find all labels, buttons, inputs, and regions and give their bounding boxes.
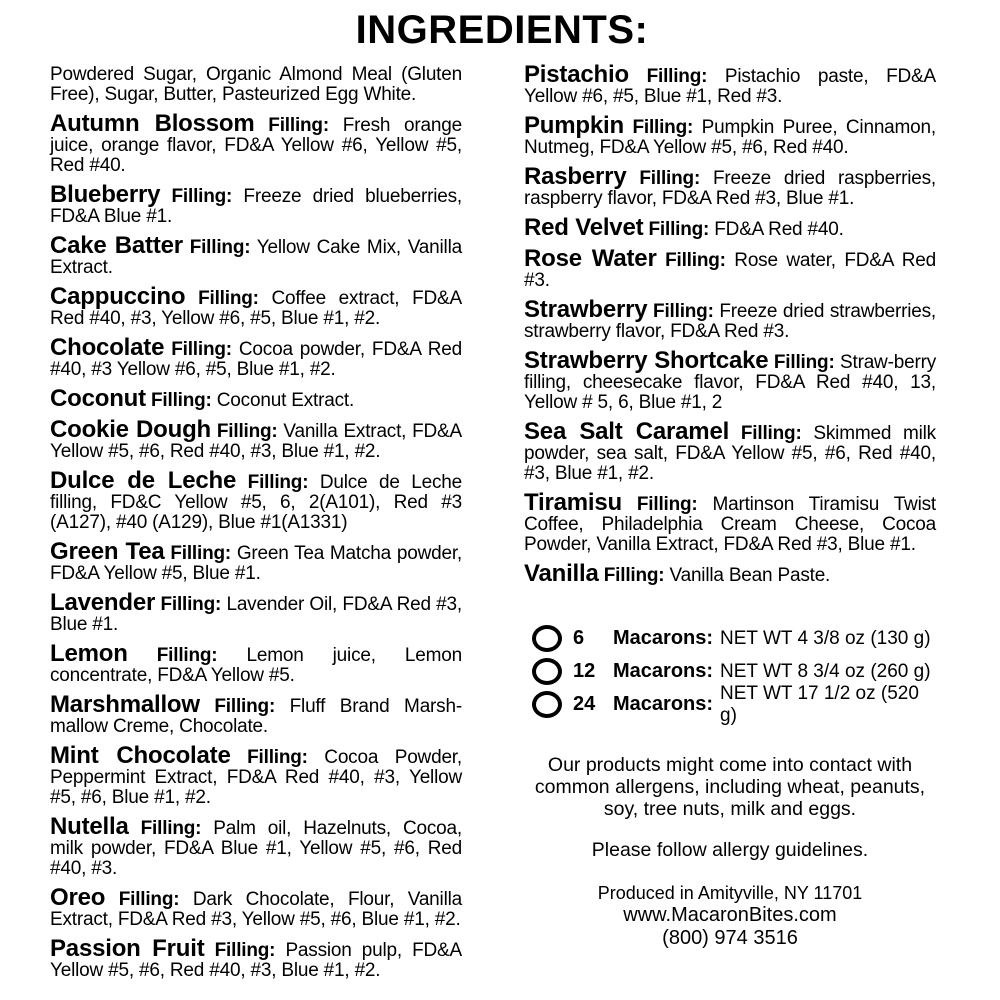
filling-ingredients: Palm oil, Hazelnuts, Cocoa, milk powder, FD&A Blue #1, Yellow #5, #6, Red #40, #3. bbox=[50, 818, 462, 879]
filling-ingredients: Lemon juice, Lemon concentrate, FD&A Yellow #5. bbox=[50, 645, 462, 686]
filling-type-label: Filling: bbox=[653, 301, 714, 322]
phone-number: (800) 974 3516 bbox=[662, 927, 798, 949]
produced-location: Produced in Amityville, NY 11701 bbox=[597, 883, 863, 903]
filling-name: Pumpkin bbox=[524, 112, 624, 139]
filling-entry bbox=[524, 61, 936, 107]
filling-ingredients: Pumpkin Puree, Cinnamon, Nutmeg, FD&A Yellow #5, #6, Red #40. bbox=[524, 117, 936, 158]
filling-type-label: Filling: bbox=[118, 889, 180, 910]
allergy-guidelines: Please follow allergy guidelines. bbox=[591, 839, 869, 861]
filling-type-label: Filling: bbox=[171, 339, 232, 360]
filling-name: Cake Batter bbox=[50, 232, 183, 259]
filling-entry bbox=[524, 418, 936, 484]
filling-name: Blueberry bbox=[50, 181, 161, 208]
circle-checkbox-icon bbox=[532, 691, 562, 718]
filling-ingredients: Green Tea Matcha powder, FD&A Yellow #5, Blue #1. bbox=[50, 543, 462, 584]
filling-type-label: Filling: bbox=[151, 390, 212, 411]
filling-type-label: Filling: bbox=[636, 494, 698, 515]
filling-type-label: Filling: bbox=[189, 237, 251, 258]
filling-name: Sea Salt Caramel bbox=[524, 418, 730, 445]
filling-ingredients: Fluff Brand Marsh-mallow Creme, Chocolate. bbox=[50, 696, 462, 737]
filling-type-label: Filling: bbox=[646, 66, 708, 87]
shell-ingredients-text: Powdered Sugar, Organic Almond Meal (Gluten Free), Sugar, Butter, Pasteurized Egg White. bbox=[50, 64, 462, 105]
filling-type-label: Filling: bbox=[247, 472, 309, 493]
filling-name: Marshmallow bbox=[50, 691, 200, 718]
filling-ingredients: Cocoa Powder, Peppermint Extract, FD&A Red #40, #3, Yellow #5, #6, Blue #1, #2. bbox=[50, 747, 462, 808]
filling-entry bbox=[524, 214, 936, 241]
filling-name: Rasberry bbox=[524, 163, 627, 190]
filling-name: Pistachio bbox=[524, 61, 629, 88]
filling-name: Rose Water bbox=[524, 245, 657, 272]
filling-entry bbox=[524, 163, 936, 209]
filling-ingredients: Pistachio paste, FD&A Yellow #6, #5, Blue #1, Red #3. bbox=[524, 66, 936, 107]
filling-entry bbox=[50, 110, 462, 176]
filling-ingredients: Coffee extract, FD&A Red #40, #3, Yellow #6, #5, Blue #1, #2. bbox=[50, 288, 462, 329]
filling-name: Cappuccino bbox=[50, 283, 186, 310]
filling-ingredients: Straw-berry filling, cheesecake flavor, FD&A Red #40, 13, Yellow # 5, 6, Blue #1, 2 bbox=[524, 352, 936, 413]
filling-name: Dulce de Leche bbox=[50, 467, 237, 494]
filling-name: Green Tea bbox=[50, 538, 165, 565]
filling-entry bbox=[50, 640, 462, 686]
filling-type-label: Filling: bbox=[665, 250, 726, 271]
filling-name: Autumn Blossom bbox=[50, 110, 255, 137]
filling-type-label: Filling: bbox=[740, 423, 802, 444]
macaron-count: 6 bbox=[573, 627, 585, 649]
filling-name: Nutella bbox=[50, 813, 129, 840]
net-weight-text: NET WT 8 3/4 oz (260 g) bbox=[720, 660, 931, 682]
filling-ingredients: Passion pulp, FD&A Yellow #5, #6, Red #40, #3, Blue #1, #2. bbox=[50, 940, 462, 981]
filling-ingredients: Cocoa powder, FD&A Red #40, #3 Yellow #6, #5, Blue #1, #2. bbox=[50, 339, 462, 380]
filling-entry bbox=[50, 181, 462, 227]
filling-entry bbox=[50, 385, 462, 412]
filling-type-label: Filling: bbox=[247, 747, 308, 768]
circle-checkbox-icon bbox=[532, 658, 562, 685]
net-weight-text: NET WT 4 3/8 oz (130 g) bbox=[720, 627, 931, 649]
filling-entry bbox=[50, 935, 462, 981]
filling-ingredients: Vanilla Extract, FD&A Yellow #5, #6, Red #40, #3, Blue #1, #2. bbox=[50, 421, 462, 462]
filling-ingredients: Fresh orange juice, orange flavor, FD&A Yellow #6, Yellow #5, Red #40. bbox=[50, 115, 462, 176]
filling-type-label: Filling: bbox=[639, 168, 701, 189]
filling-entry bbox=[524, 560, 936, 587]
filling-ingredients: Dark Chocolate, Flour, Vanilla Extract, FD&A Red #3, Yellow #5, #6, Blue #1, #2. bbox=[50, 889, 462, 930]
macarons-label: Macarons: bbox=[613, 627, 714, 649]
filling-type-label: Filling: bbox=[170, 543, 232, 564]
filling-entry bbox=[50, 416, 462, 462]
page-title: INGREDIENTS: bbox=[355, 8, 649, 52]
macarons-label: Macarons: bbox=[613, 660, 714, 682]
filling-type-label: Filling: bbox=[140, 818, 202, 839]
package-sizes-list bbox=[532, 622, 936, 726]
producer-info bbox=[524, 882, 936, 950]
filling-name: Strawberry Shortcake bbox=[524, 347, 769, 374]
filling-type-label: Filling: bbox=[198, 288, 259, 309]
filling-ingredients: Rose water, FD&A Red #3. bbox=[524, 250, 936, 291]
filling-ingredients: Freeze dried blueberries, FD&A Blue #1. bbox=[50, 186, 462, 227]
filling-entry bbox=[50, 813, 462, 879]
macaron-count: 24 bbox=[573, 693, 596, 715]
filling-ingredients: FD&A Red #40. bbox=[714, 219, 844, 240]
filling-ingredients: Coconut Extract. bbox=[216, 390, 355, 411]
circle-checkbox-icon bbox=[532, 625, 562, 652]
fillings-list-right bbox=[524, 61, 936, 587]
macaron-count: 12 bbox=[573, 660, 596, 682]
package-size-row bbox=[532, 682, 936, 726]
filling-ingredients: Freeze dried raspberries, raspberry flavor, FD&A Red #3, Blue #1. bbox=[524, 168, 936, 209]
filling-entry bbox=[50, 232, 462, 278]
filling-entry bbox=[50, 884, 462, 930]
filling-entry bbox=[50, 742, 462, 808]
filling-name: Oreo bbox=[50, 884, 106, 911]
filling-type-label: Filling: bbox=[160, 594, 222, 615]
filling-name: Coconut bbox=[50, 385, 146, 412]
package-size-row bbox=[532, 622, 936, 655]
filling-type-label: Filling: bbox=[773, 352, 835, 373]
filling-entry bbox=[50, 589, 462, 635]
filling-entry bbox=[50, 538, 462, 584]
filling-name: Red Velvet bbox=[524, 214, 644, 241]
filling-type-label: Filling: bbox=[156, 645, 218, 666]
filling-type-label: Filling: bbox=[268, 115, 329, 136]
filling-entry bbox=[50, 334, 462, 380]
filling-ingredients: Martinson Tiramisu Twist Coffee, Philadelphia Cream Cheese, Cocoa Powder, Vanilla Extract, FD&A Red #3, Blue #1. bbox=[524, 494, 936, 555]
filling-type-label: Filling: bbox=[603, 565, 665, 586]
allergen-notice: Our products might come into contact with common allergens, including wheat, peanuts, soy, tree nuts, milk and eggs. bbox=[534, 754, 926, 820]
macarons-label: Macarons: bbox=[613, 693, 714, 715]
filling-entry bbox=[524, 112, 936, 158]
filling-name: Passion Fruit bbox=[50, 935, 205, 962]
filling-name: Tiramisu bbox=[524, 489, 622, 516]
filling-ingredients: Freeze dried strawberries, strawberry flavor, FD&A Red #3. bbox=[524, 301, 936, 342]
filling-name: Mint Chocolate bbox=[50, 742, 231, 769]
filling-entry bbox=[524, 296, 936, 342]
filling-type-label: Filling: bbox=[648, 219, 710, 240]
fillings-list-left bbox=[50, 110, 462, 981]
filling-ingredients: Vanilla Bean Paste. bbox=[669, 565, 831, 586]
filling-type-label: Filling: bbox=[214, 940, 276, 961]
website-text: www.MacaronBites.com bbox=[623, 904, 837, 926]
filling-type-label: Filling: bbox=[171, 186, 233, 207]
filling-ingredients: Dulce de Leche filling, FD&C Yellow #5, 6, 2(A101), Red #3 (A127), #40 (A129), Blue #1(A1331) bbox=[50, 472, 462, 533]
filling-name: Lavender bbox=[50, 589, 156, 616]
filling-type-label: Filling: bbox=[214, 696, 276, 717]
filling-name: Strawberry bbox=[524, 296, 648, 323]
filling-name: Vanilla bbox=[524, 560, 599, 587]
filling-entry bbox=[50, 691, 462, 737]
left-column bbox=[50, 65, 462, 990]
filling-name: Chocolate bbox=[50, 334, 165, 361]
filling-entry bbox=[50, 283, 462, 329]
two-column-layout bbox=[50, 61, 954, 990]
filling-ingredients: Lavender Oil, FD&A Red #3, Blue #1. bbox=[50, 594, 462, 635]
filling-type-label: Filling: bbox=[216, 421, 278, 442]
filling-name: Lemon bbox=[50, 640, 128, 667]
net-weight-text: NET WT 17 1/2 oz (520 g) bbox=[720, 682, 919, 726]
filling-name: Cookie Dough bbox=[50, 416, 212, 443]
filling-type-label: Filling: bbox=[632, 117, 694, 138]
filling-ingredients: Skimmed milk powder, sea salt, FD&A Yellow #5, #6, Red #40, #3, Blue #1, #2. bbox=[524, 423, 936, 484]
filling-entry bbox=[524, 489, 936, 555]
filling-entry bbox=[524, 347, 936, 413]
filling-entry bbox=[50, 467, 462, 533]
filling-entry bbox=[524, 245, 936, 291]
right-column bbox=[524, 61, 936, 990]
filling-ingredients: Yellow Cake Mix, Vanilla Extract. bbox=[50, 237, 462, 278]
